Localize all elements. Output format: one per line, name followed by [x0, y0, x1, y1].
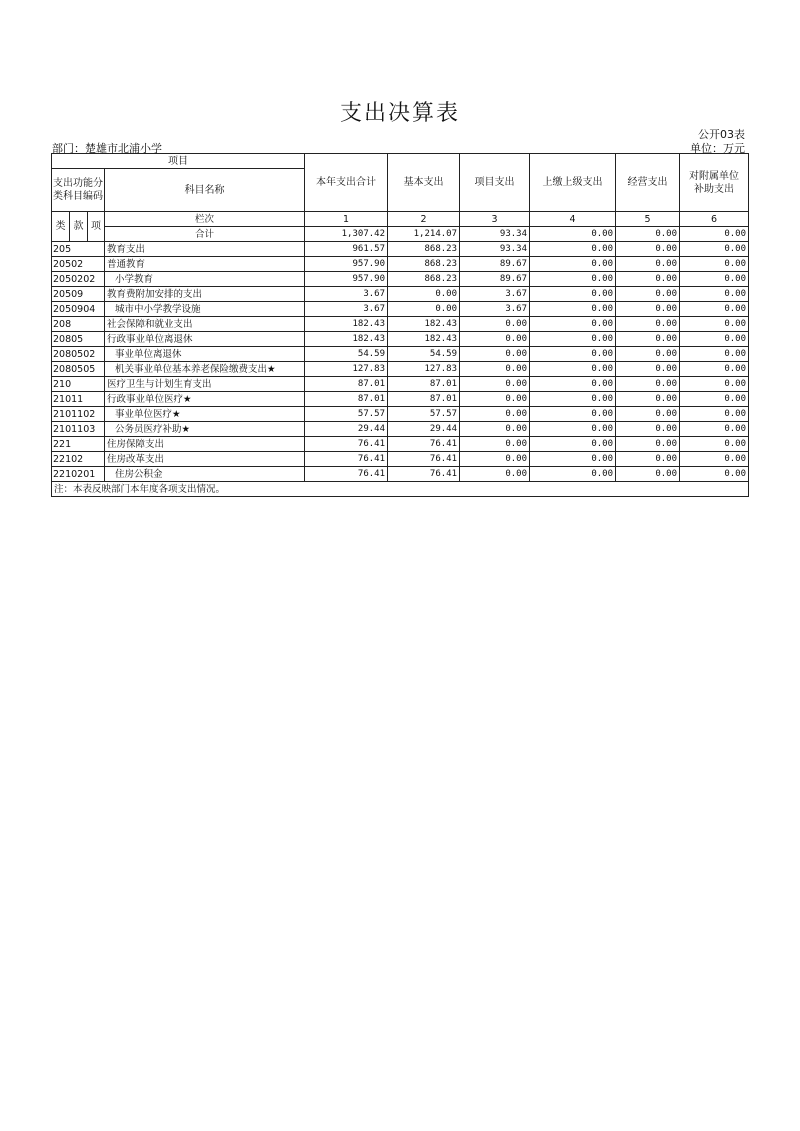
row-value-4: 0.00 [530, 452, 616, 467]
row-value-6: 0.00 [680, 362, 749, 377]
row-value-1: 961.57 [305, 242, 388, 257]
table-row [52, 467, 749, 482]
table-row [52, 422, 749, 437]
row-value-6: 0.00 [680, 422, 749, 437]
header-col-3: 项目支出 [460, 154, 530, 212]
table-row [52, 452, 749, 467]
row-value-3: 0.00 [460, 452, 530, 467]
row-value-6: 0.00 [680, 407, 749, 422]
header-func-code: 支出功能分类科目编码 [52, 169, 105, 212]
row-code: 210 [52, 377, 105, 392]
row-value-3: 3.67 [460, 287, 530, 302]
row-name: 机关事业单位基本养老保险缴费支出★ [105, 362, 305, 377]
row-code: 2080505 [52, 362, 105, 377]
table-row [52, 332, 749, 347]
expenditure-table [51, 153, 749, 497]
row-value-1: 3.67 [305, 302, 388, 317]
row-value-4: 0.00 [530, 302, 616, 317]
unit-label: 单位：万元 [690, 142, 745, 155]
row-value-5: 0.00 [616, 437, 680, 452]
row-code: 2050202 [52, 272, 105, 287]
row-value-1: 57.57 [305, 407, 388, 422]
table-row [52, 392, 749, 407]
col-number-3: 3 [460, 212, 530, 227]
row-name: 医疗卫生与计划生育支出 [105, 377, 305, 392]
total-value-6: 0.00 [680, 227, 749, 242]
row-value-1: 127.83 [305, 362, 388, 377]
table-row [52, 407, 749, 422]
row-value-1: 182.43 [305, 332, 388, 347]
table-row [52, 272, 749, 287]
row-value-4: 0.00 [530, 317, 616, 332]
row-value-5: 0.00 [616, 452, 680, 467]
row-value-5: 0.00 [616, 392, 680, 407]
row-value-2: 76.41 [388, 437, 460, 452]
row-code: 2101102 [52, 407, 105, 422]
header-col-2: 基本支出 [388, 154, 460, 212]
row-value-3: 93.34 [460, 242, 530, 257]
row-value-5: 0.00 [616, 422, 680, 437]
table-row [52, 377, 749, 392]
header-col-1: 本年支出合计 [305, 154, 388, 212]
row-value-6: 0.00 [680, 377, 749, 392]
row-value-2: 182.43 [388, 332, 460, 347]
row-value-5: 0.00 [616, 407, 680, 422]
header-kuan: 款 [70, 212, 88, 242]
row-value-6: 0.00 [680, 302, 749, 317]
table-row [52, 302, 749, 317]
header-project: 项目 [52, 154, 305, 169]
row-value-5: 0.00 [616, 317, 680, 332]
row-value-6: 0.00 [680, 452, 749, 467]
table-row [52, 362, 749, 377]
row-value-2: 76.41 [388, 452, 460, 467]
row-value-6: 0.00 [680, 272, 749, 287]
row-value-6: 0.00 [680, 467, 749, 482]
row-value-2: 29.44 [388, 422, 460, 437]
total-value-1: 1,307.42 [305, 227, 388, 242]
row-code: 20509 [52, 287, 105, 302]
row-code: 208 [52, 317, 105, 332]
row-value-2: 76.41 [388, 467, 460, 482]
row-code: 20502 [52, 257, 105, 272]
row-value-4: 0.00 [530, 392, 616, 407]
row-value-1: 54.59 [305, 347, 388, 362]
department-label: 部门：楚雄市北浦小学 [52, 142, 162, 155]
lanci-label: 栏次 [105, 212, 305, 227]
row-value-2: 87.01 [388, 377, 460, 392]
row-value-3: 0.00 [460, 437, 530, 452]
row-value-4: 0.00 [530, 437, 616, 452]
row-value-1: 87.01 [305, 392, 388, 407]
row-value-4: 0.00 [530, 407, 616, 422]
note-row [52, 482, 749, 497]
row-value-3: 89.67 [460, 257, 530, 272]
header-row-project [52, 154, 749, 169]
total-value-4: 0.00 [530, 227, 616, 242]
row-value-1: 957.90 [305, 272, 388, 287]
col-number-6: 6 [680, 212, 749, 227]
table-row [52, 437, 749, 452]
row-name: 城市中小学教学设施 [105, 302, 305, 317]
row-value-4: 0.00 [530, 362, 616, 377]
row-value-3: 0.00 [460, 332, 530, 347]
row-value-2: 868.23 [388, 272, 460, 287]
row-value-2: 54.59 [388, 347, 460, 362]
row-name: 事业单位离退休 [105, 347, 305, 362]
table-row [52, 347, 749, 362]
row-value-3: 0.00 [460, 392, 530, 407]
row-value-1: 957.90 [305, 257, 388, 272]
row-value-5: 0.00 [616, 257, 680, 272]
row-code: 221 [52, 437, 105, 452]
header-xiang: 项 [88, 212, 105, 242]
row-name: 住房公积金 [105, 467, 305, 482]
table-note: 注：本表反映部门本年度各项支出情况。 [52, 482, 749, 497]
row-value-3: 0.00 [460, 347, 530, 362]
row-name: 行政事业单位医疗★ [105, 392, 305, 407]
row-value-1: 3.67 [305, 287, 388, 302]
row-value-5: 0.00 [616, 242, 680, 257]
row-value-4: 0.00 [530, 377, 616, 392]
row-name: 教育支出 [105, 242, 305, 257]
row-value-5: 0.00 [616, 347, 680, 362]
row-value-6: 0.00 [680, 317, 749, 332]
row-value-3: 0.00 [460, 407, 530, 422]
row-value-2: 57.57 [388, 407, 460, 422]
row-value-4: 0.00 [530, 287, 616, 302]
row-value-2: 127.83 [388, 362, 460, 377]
row-value-1: 76.41 [305, 467, 388, 482]
row-value-6: 0.00 [680, 257, 749, 272]
total-value-5: 0.00 [616, 227, 680, 242]
page-title: 支出决算表 [339, 101, 460, 126]
row-value-3: 3.67 [460, 302, 530, 317]
row-value-1: 182.43 [305, 317, 388, 332]
row-value-3: 0.00 [460, 377, 530, 392]
row-value-2: 868.23 [388, 242, 460, 257]
row-value-3: 89.67 [460, 272, 530, 287]
row-value-4: 0.00 [530, 422, 616, 437]
row-code: 21011 [52, 392, 105, 407]
row-name: 行政事业单位离退休 [105, 332, 305, 347]
row-value-6: 0.00 [680, 347, 749, 362]
table-row [52, 257, 749, 272]
col-number-4: 4 [530, 212, 616, 227]
row-value-4: 0.00 [530, 332, 616, 347]
row-value-1: 76.41 [305, 452, 388, 467]
row-value-5: 0.00 [616, 467, 680, 482]
row-code: 22102 [52, 452, 105, 467]
header-col-6: 对附属单位补助支出 [680, 154, 749, 212]
row-code: 205 [52, 242, 105, 257]
row-value-3: 0.00 [460, 422, 530, 437]
row-value-5: 0.00 [616, 302, 680, 317]
row-value-2: 0.00 [388, 287, 460, 302]
header-col-4: 上缴上级支出 [530, 154, 616, 212]
row-value-6: 0.00 [680, 437, 749, 452]
row-value-1: 29.44 [305, 422, 388, 437]
row-name: 普通教育 [105, 257, 305, 272]
row-value-1: 76.41 [305, 437, 388, 452]
row-code: 2050904 [52, 302, 105, 317]
col-number-1: 1 [305, 212, 388, 227]
row-value-5: 0.00 [616, 362, 680, 377]
table-row [52, 317, 749, 332]
row-value-6: 0.00 [680, 242, 749, 257]
col-number-5: 5 [616, 212, 680, 227]
total-value-2: 1,214.07 [388, 227, 460, 242]
row-value-5: 0.00 [616, 377, 680, 392]
row-value-3: 0.00 [460, 362, 530, 377]
row-code: 2210201 [52, 467, 105, 482]
header-subject-name: 科目名称 [105, 169, 305, 212]
total-value-3: 93.34 [460, 227, 530, 242]
table-row [52, 242, 749, 257]
row-name: 住房保障支出 [105, 437, 305, 452]
header-col-5: 经营支出 [616, 154, 680, 212]
row-name: 事业单位医疗★ [105, 407, 305, 422]
row-code: 2101103 [52, 422, 105, 437]
row-code: 20805 [52, 332, 105, 347]
row-code: 2080502 [52, 347, 105, 362]
total-row [52, 227, 749, 242]
row-name: 教育费附加安排的支出 [105, 287, 305, 302]
row-name: 住房改革支出 [105, 452, 305, 467]
row-value-5: 0.00 [616, 332, 680, 347]
row-value-6: 0.00 [680, 392, 749, 407]
row-name: 小学教育 [105, 272, 305, 287]
header-lei: 类 [52, 212, 70, 242]
row-value-1: 87.01 [305, 377, 388, 392]
lanci-row [52, 212, 749, 227]
row-value-6: 0.00 [680, 332, 749, 347]
row-name: 社会保障和就业支出 [105, 317, 305, 332]
row-value-2: 87.01 [388, 392, 460, 407]
row-value-4: 0.00 [530, 257, 616, 272]
row-name: 公务员医疗补助★ [105, 422, 305, 437]
row-value-3: 0.00 [460, 467, 530, 482]
row-value-4: 0.00 [530, 272, 616, 287]
table-row [52, 287, 749, 302]
col-number-2: 2 [388, 212, 460, 227]
row-value-5: 0.00 [616, 287, 680, 302]
row-value-4: 0.00 [530, 467, 616, 482]
row-value-2: 868.23 [388, 257, 460, 272]
row-value-2: 182.43 [388, 317, 460, 332]
row-value-6: 0.00 [680, 287, 749, 302]
row-value-4: 0.00 [530, 347, 616, 362]
row-value-2: 0.00 [388, 302, 460, 317]
form-number: 公开03表 [698, 128, 745, 141]
row-value-3: 0.00 [460, 317, 530, 332]
row-value-4: 0.00 [530, 242, 616, 257]
row-value-5: 0.00 [616, 272, 680, 287]
total-label: 合计 [105, 227, 305, 242]
